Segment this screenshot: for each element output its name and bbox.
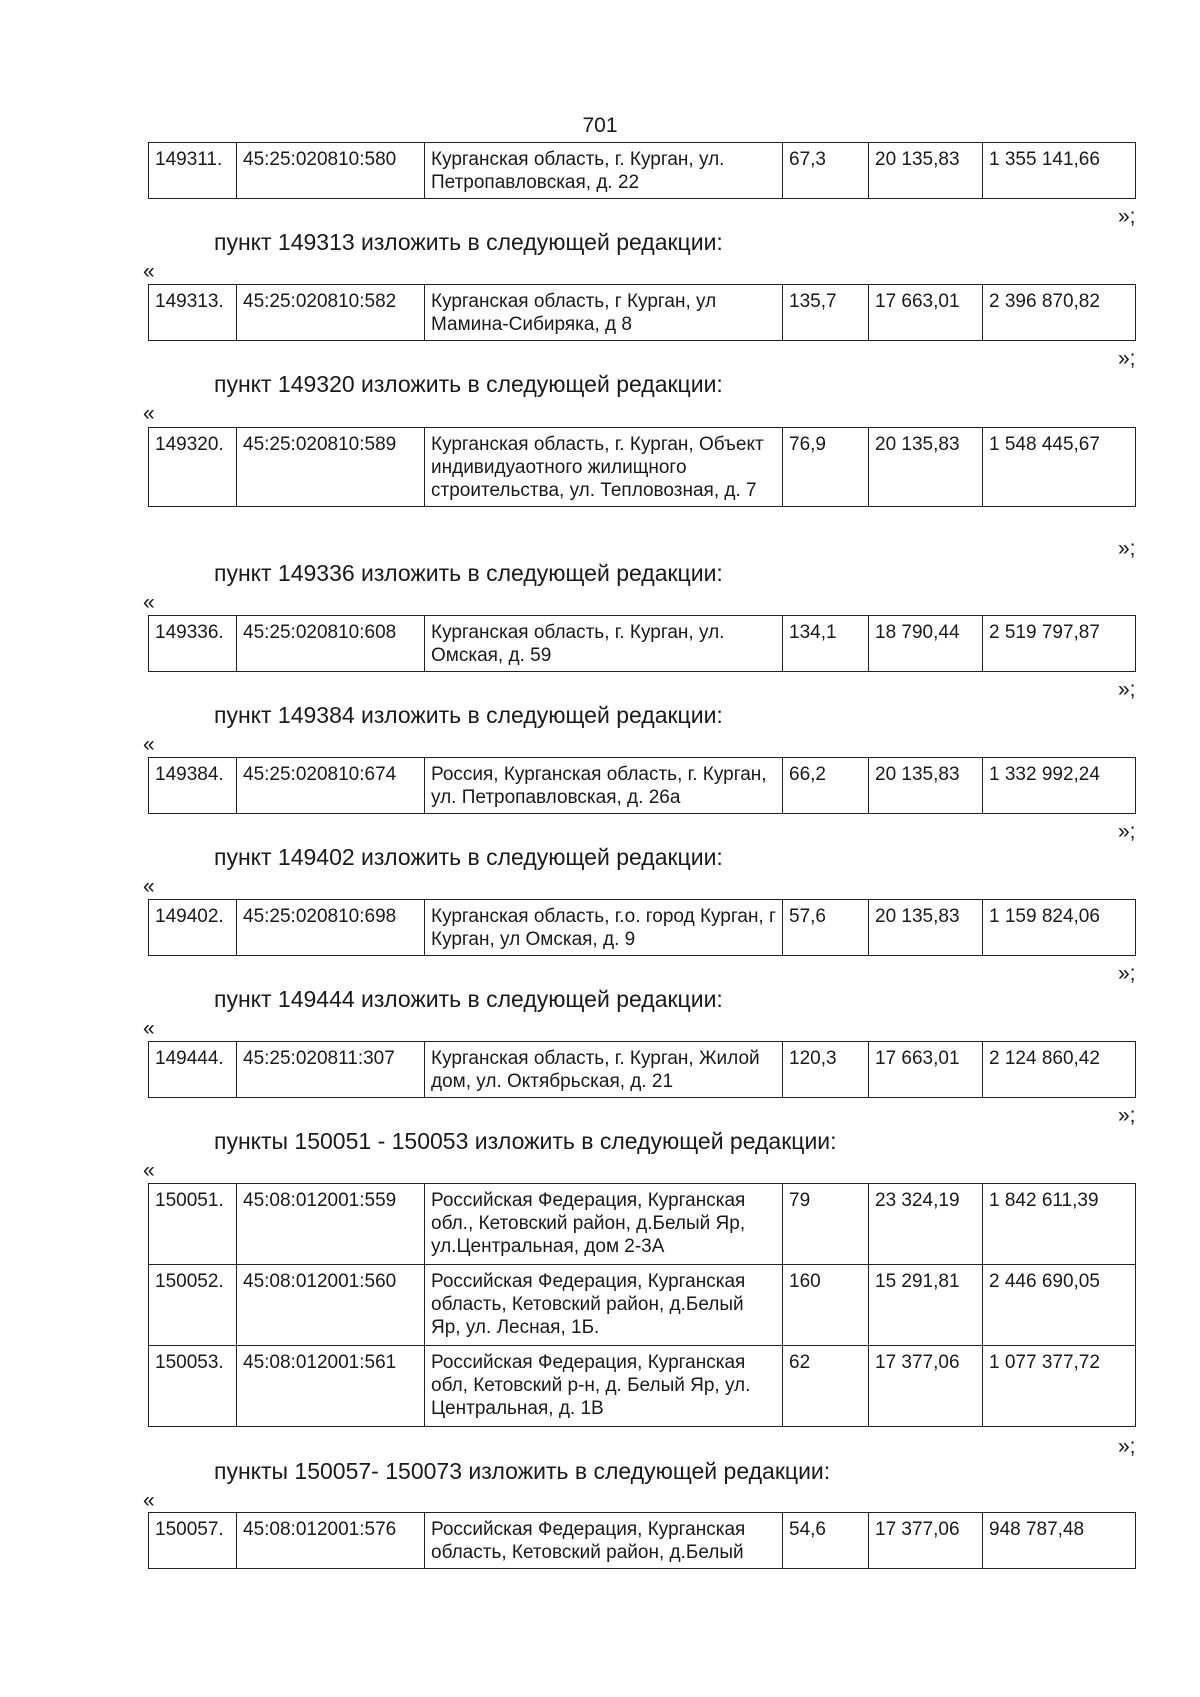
cadastral-table [148, 899, 1136, 956]
address-cell: Курганская область, г. Курган, ул. Петропавловская, д. 22 [425, 143, 783, 199]
opening-quote: « [143, 402, 155, 425]
amendment-heading: пункты 150057- 150073 изложить в следующей редакции: [214, 1458, 831, 1484]
closing-quote: »; [1118, 537, 1136, 560]
cadastral-table [148, 284, 1136, 341]
rate-cell: 15 291,81 [869, 1265, 983, 1346]
table-row [149, 143, 1136, 199]
item-number-cell: 149320. [149, 428, 237, 507]
address-cell: Курганская область, г. Курган, Жилой дом, ул. Октябрьская, д. 21 [425, 1042, 783, 1098]
amendment-heading: пункт 149444 изложить в следующей редакции: [214, 986, 723, 1012]
area-cell: 66,2 [783, 758, 869, 814]
cadastral-number-cell: 45:08:012001:560 [237, 1265, 425, 1346]
item-number-cell: 149311. [149, 143, 237, 199]
rate-cell: 20 135,83 [869, 900, 983, 956]
closing-quote: »; [1118, 820, 1136, 843]
table-row [149, 1184, 1136, 1265]
address-cell: Курганская область, г.о. город Курган, г Курган, ул Омская, д. 9 [425, 900, 783, 956]
rate-cell: 20 135,83 [869, 758, 983, 814]
cadastral-number-cell: 45:08:012001:561 [237, 1346, 425, 1427]
rate-cell: 17 663,01 [869, 1042, 983, 1098]
table-row [149, 1513, 1136, 1569]
opening-quote: « [143, 260, 155, 283]
area-cell: 160 [783, 1265, 869, 1346]
value-cell: 1 159 824,06 [983, 900, 1136, 956]
address-cell: Курганская область, г Курган, ул Мамина-Сибиряка, д 8 [425, 285, 783, 341]
value-cell: 948 787,48 [983, 1513, 1136, 1569]
rate-cell: 17 377,06 [869, 1513, 983, 1569]
area-cell: 120,3 [783, 1042, 869, 1098]
table-row [149, 758, 1136, 814]
opening-quote: « [143, 1489, 155, 1512]
item-number-cell: 150053. [149, 1346, 237, 1427]
cadastral-table [148, 1512, 1136, 1569]
value-cell: 2 124 860,42 [983, 1042, 1136, 1098]
area-cell: 76,9 [783, 428, 869, 507]
cadastral-table [148, 1183, 1136, 1427]
address-cell: Россия, Курганская область, г. Курган, ул. Петропавловская, д. 26а [425, 758, 783, 814]
cadastral-number-cell: 45:25:020810:589 [237, 428, 425, 507]
opening-quote: « [143, 875, 155, 898]
rate-cell: 18 790,44 [869, 616, 983, 672]
opening-quote: « [143, 1017, 155, 1040]
address-cell: Российская Федерация, Курганская обл., Кетовский район, д.Белый Яр, ул.Центральная, дом 2-3А [425, 1184, 783, 1265]
table-row [149, 1346, 1136, 1427]
table-row [149, 616, 1136, 672]
amendment-heading: пункт 149402 изложить в следующей редакции: [214, 844, 723, 870]
item-number-cell: 149402. [149, 900, 237, 956]
cadastral-number-cell: 45:08:012001:576 [237, 1513, 425, 1569]
item-number-cell: 149313. [149, 285, 237, 341]
value-cell: 1 332 992,24 [983, 758, 1136, 814]
opening-quote: « [143, 733, 155, 756]
rate-cell: 23 324,19 [869, 1184, 983, 1265]
table-row [149, 1042, 1136, 1098]
item-number-cell: 150057. [149, 1513, 237, 1569]
cadastral-table [148, 427, 1136, 507]
rate-cell: 17 663,01 [869, 285, 983, 341]
table-row [149, 900, 1136, 956]
cadastral-number-cell: 45:25:020810:674 [237, 758, 425, 814]
table-row [149, 1265, 1136, 1346]
page-number: 701 [582, 114, 618, 137]
item-number-cell: 149444. [149, 1042, 237, 1098]
table-row [149, 285, 1136, 341]
closing-quote: »; [1118, 1435, 1136, 1458]
cadastral-table [148, 615, 1136, 672]
amendment-heading: пункты 150051 - 150053 изложить в следующей редакции: [214, 1128, 837, 1154]
value-cell: 2 396 870,82 [983, 285, 1136, 341]
cadastral-table [148, 757, 1136, 814]
value-cell: 1 548 445,67 [983, 428, 1136, 507]
amendment-heading: пункт 149384 изложить в следующей редакции: [214, 702, 723, 728]
amendment-heading: пункт 149320 изложить в следующей редакции: [214, 371, 723, 397]
rate-cell: 20 135,83 [869, 428, 983, 507]
cadastral-number-cell: 45:25:020810:582 [237, 285, 425, 341]
closing-quote: »; [1118, 962, 1136, 985]
cadastral-table [148, 1041, 1136, 1098]
area-cell: 135,7 [783, 285, 869, 341]
rate-cell: 20 135,83 [869, 143, 983, 199]
area-cell: 57,6 [783, 900, 869, 956]
opening-quote: « [143, 1159, 155, 1182]
cadastral-table [148, 142, 1136, 199]
address-cell: Курганская область, г. Курган, ул. Омская, д. 59 [425, 616, 783, 672]
area-cell: 79 [783, 1184, 869, 1265]
item-number-cell: 150052. [149, 1265, 237, 1346]
value-cell: 1 077 377,72 [983, 1346, 1136, 1427]
cadastral-number-cell: 45:25:020811:307 [237, 1042, 425, 1098]
address-cell: Курганская область, г. Курган, Объект индивидуаотного жилищного строительства, ул. Тепловозная, д. 7 [425, 428, 783, 507]
item-number-cell: 150051. [149, 1184, 237, 1265]
area-cell: 134,1 [783, 616, 869, 672]
closing-quote: »; [1118, 678, 1136, 701]
closing-quote: »; [1118, 347, 1136, 370]
value-cell: 2 446 690,05 [983, 1265, 1136, 1346]
address-cell: Российская Федерация, Курганская обл, Кетовский р-н, д. Белый Яр, ул. Центральная, д. 1В [425, 1346, 783, 1427]
cadastral-number-cell: 45:25:020810:580 [237, 143, 425, 199]
amendment-heading: пункт 149313 изложить в следующей редакции: [214, 229, 723, 255]
area-cell: 67,3 [783, 143, 869, 199]
cadastral-number-cell: 45:08:012001:559 [237, 1184, 425, 1265]
value-cell: 2 519 797,87 [983, 616, 1136, 672]
value-cell: 1 842 611,39 [983, 1184, 1136, 1265]
item-number-cell: 149384. [149, 758, 237, 814]
cadastral-number-cell: 45:25:020810:608 [237, 616, 425, 672]
table-row [149, 428, 1136, 507]
area-cell: 62 [783, 1346, 869, 1427]
closing-quote: »; [1118, 1104, 1136, 1127]
item-number-cell: 149336. [149, 616, 237, 672]
opening-quote: « [143, 591, 155, 614]
rate-cell: 17 377,06 [869, 1346, 983, 1427]
address-cell: Российская Федерация, Курганская область, Кетовский район, д.Белый Яр, ул. Лесная, 1Б. [425, 1265, 783, 1346]
amendment-heading: пункт 149336 изложить в следующей редакции: [214, 560, 723, 586]
area-cell: 54,6 [783, 1513, 869, 1569]
address-cell: Российская Федерация, Курганская область, Кетовский район, д.Белый [425, 1513, 783, 1569]
closing-quote: »; [1118, 205, 1136, 228]
cadastral-number-cell: 45:25:020810:698 [237, 900, 425, 956]
value-cell: 1 355 141,66 [983, 143, 1136, 199]
